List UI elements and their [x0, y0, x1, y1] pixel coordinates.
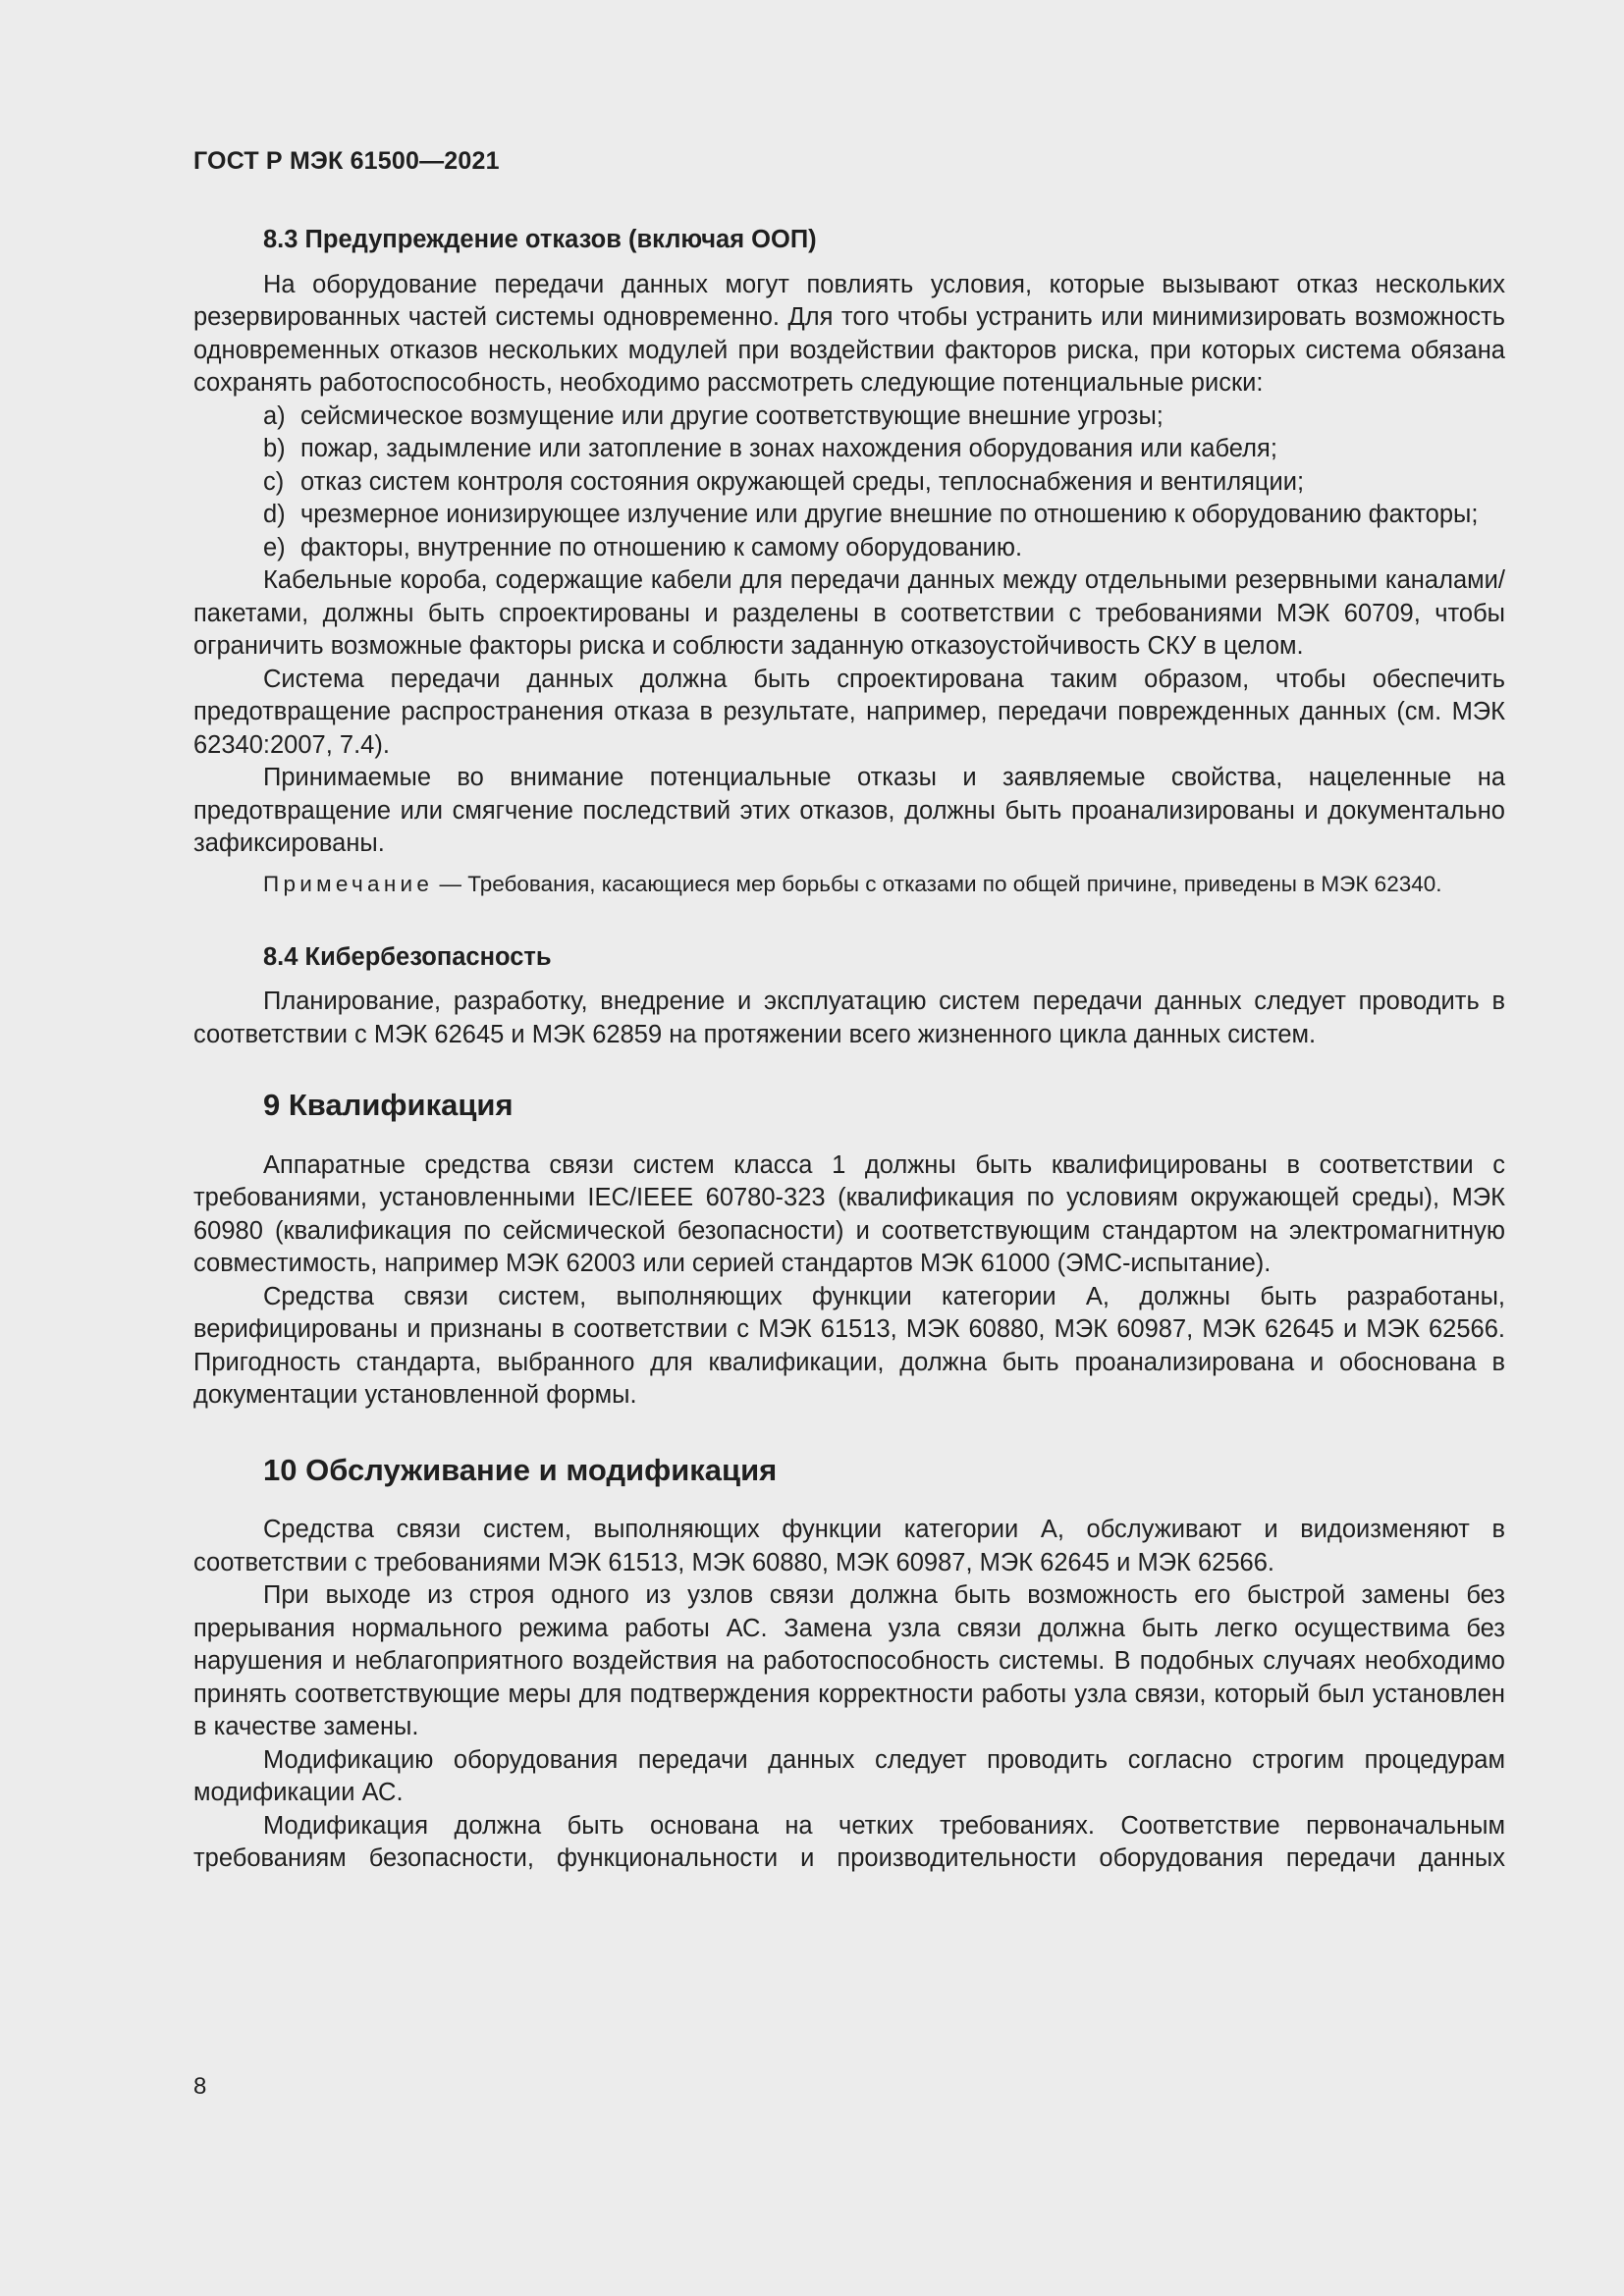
paragraph: Аппаратные средства связи систем класса 1 должны быть квалифицированы в соответствии с требованиями, установленными IEC/IEEE 60780-323 (квалификация по условиям окружающей среды), МЭК 60980 (квалификация по сейсмической безопасности) и соответствующим стандартом на электромагнитную совместимость, например МЭК 62003 или серией стандартов МЭК 61000 (ЭМС-испытание).	[193, 1150, 1505, 1277]
paragraph: Средства связи систем, выполняющих функции категории А, должны быть разработаны, верифицированы и признаны в соответствии с МЭК 61513, МЭК 60880, МЭК 60987, МЭК 62645 и МЭК 62566. Пригодность стандарта, выбранного для квалификации, должна быть проанализирована и обоснована в документации установленной формы.	[193, 1282, 1505, 1409]
list-item-text: пожар, задымление или затопление в зонах нахождения оборудования или кабеля;	[300, 435, 1277, 462]
list-item	[193, 499, 1505, 532]
paragraph: Кабельные короба, содержащие кабели для передачи данных между отдельными резервными каналами/пакетами, должны быть спроектированы и разделены в соответствии с требованиями МЭК 60709, чтобы ограничить возможные факторы риска и соблюсти заданную отказоустойчивость СКУ в целом.	[193, 566, 1505, 660]
paragraph: Принимаемые во внимание потенциальные отказы и заявляемые свойства, нацеленные на предотвращение или смягчение последствий этих отказов, должны быть проанализированы и документально зафиксированы.	[193, 764, 1505, 857]
list-item-text: сейсмическое возмущение или другие соответствующие внешние угрозы;	[300, 401, 1164, 430]
paragraph: Планирование, разработку, внедрение и эксплуатацию систем передачи данных следует проводить в соответствии с МЭК 62645 и МЭК 62859 на протяжении всего жизненного цикла данных систем.	[193, 988, 1505, 1048]
list-item	[193, 532, 1505, 565]
paragraph: На оборудование передачи данных могут повлиять условия, которые вызывают отказ нескольких резервированных частей системы одновременно. Для того чтобы устранить или минимизировать возможность одновременных отказов нескольких модулей при воздействии факторов риска, при которых система обязана сохранять работоспособность, необходимо рассмотреть следующие потенциальные риски:	[193, 270, 1505, 397]
document-code: ГОСТ Р МЭК 61500—2021	[193, 147, 500, 175]
page-content	[193, 224, 1505, 1876]
list-marker: e)	[263, 533, 286, 561]
paragraph: Модификацию оборудования передачи данных следует проводить согласно строгим процедурам модификации АС.	[193, 1745, 1505, 1806]
list-item-text: факторы, внутренние по отношению к самому оборудованию.	[300, 533, 1023, 561]
note-text: — Требования, касающиеся мер борьбы с отказами по общей причине, приведены в МЭК 62340.	[433, 871, 1442, 896]
list-marker: b)	[263, 435, 286, 462]
list-item-text: чрезмерное ионизирующее излучение или другие внешние по отношению к оборудованию факторы;	[300, 501, 1479, 528]
list-item	[193, 466, 1505, 500]
list-item	[193, 433, 1505, 466]
paragraph: При выходе из строя одного из узлов связи должна быть возможность его быстрой замены без прерывания нормального режима работы АС. Замена узла связи должна быть легко осуществима без нарушения и неблагоприятного воздействия на работоспособность системы. В подобных случаях необходимо принять соответствующие меры для подтверждения корректности работы узла связи, который был установлен в качестве замены.	[193, 1581, 1505, 1740]
page-number: 8	[193, 2073, 207, 2100]
list-marker: d)	[263, 501, 286, 528]
section-10-heading: 10 Обслуживание и модификация	[263, 1452, 778, 1487]
section-9-heading: 9 Квалификация	[263, 1088, 514, 1122]
paragraph: Средства связи систем, выполняющих функции категории А, обслуживают и видоизменяют в соответствии с требованиями МЭК 61513, МЭК 60880, МЭК 60987, МЭК 62645 и МЭК 62566.	[193, 1516, 1505, 1576]
note-label: Примечание	[263, 871, 434, 896]
list-item-text: отказ систем контроля состояния окружающей среды, теплоснабжения и вентиляции;	[300, 467, 1305, 496]
paragraph: Модификация должна быть основана на четких требованиях. Соответствие первоначальным требованиям безопасности, функциональности и производительности оборудования передачи данных	[193, 1811, 1505, 1872]
section-8-4-heading: 8.4 Кибербезопасность	[263, 942, 552, 971]
note	[193, 869, 1505, 900]
section-8-3-heading: 8.3 Предупреждение отказов (включая ООП)	[263, 226, 817, 253]
paragraph: Система передачи данных должна быть спроектирована таким образом, чтобы обеспечить предотвращение распространения отказа в результате, например, передачи поврежденных данных (см. МЭК 62340:2007, 7.4).	[193, 665, 1505, 759]
list-marker: a)	[263, 401, 286, 430]
list-item	[193, 400, 1505, 434]
list-marker: c)	[263, 467, 285, 496]
